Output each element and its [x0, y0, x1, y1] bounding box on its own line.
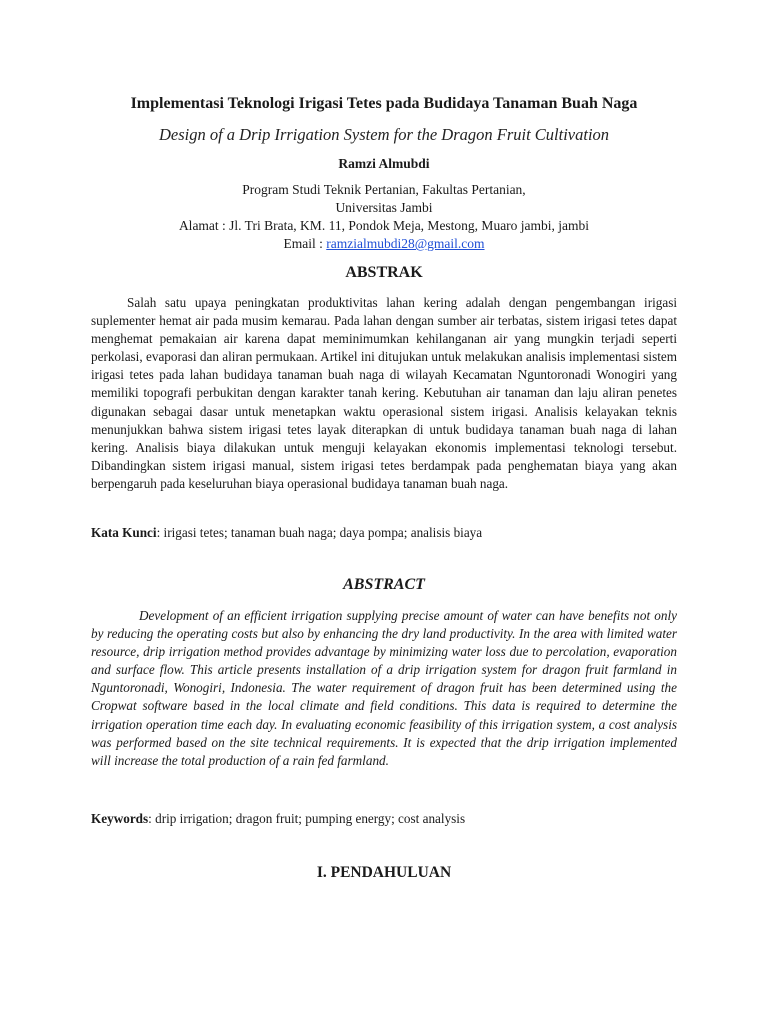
- section-heading-introduction: I. PENDAHULUAN: [316, 864, 452, 881]
- affiliation-block: [0, 181, 768, 253]
- keywords-line: [91, 810, 677, 828]
- email-label: Email :: [283, 236, 327, 251]
- address-line: Alamat : Jl. Tri Brata, KM. 11, Pondok Meja, Mestong, Muaro jambi, jambi: [178, 218, 590, 233]
- kata-kunci-label: Kata Kunci: [91, 525, 157, 540]
- author-name: Ramzi Almubdi: [338, 156, 430, 171]
- keywords-label: Keywords: [91, 811, 149, 826]
- abstract-heading: ABSTRACT: [343, 576, 425, 593]
- paper-subtitle: Design of a Drip Irrigation System for the Dragon Fruit Cultivation: [158, 125, 610, 144]
- abstract-body: Development of an efficient irrigation supplying precise amount of water can have benefits not only by reducing the operating costs but also by enhancing the dry land productivity. In the area with limited water resource, drip irrigation method provides advantage by minimizing water loss due to percolation, evaporation and surface flow. This article presents installation of a drip irrigation system for dragon fruit farmland in Nguntoronadi, Wonogiri, Indonesia. The water requirement of dragon fruit has been determined using the Cropwat software based in the local climate and field conditions. This data is required to determine the irrigation operation time each day. In evaluating economic feasibility of this irrigation system, a cost analysis was performed based on the site technical requirements. It is expected that the drip irrigation implemented will increase the total production of a rain fed farmland.: [91, 608, 677, 768]
- paper-title: Implementasi Teknologi Irigasi Tetes pada Budidaya Tanaman Buah Naga: [130, 95, 638, 112]
- email-link[interactable]: ramzialmubdi28@gmail.com: [326, 236, 485, 251]
- affiliation-line-1: Program Studi Teknik Pertanian, Fakultas Pertanian,: [242, 182, 526, 197]
- kata-kunci-line: [91, 524, 677, 542]
- email-line: [0, 235, 768, 253]
- abstrak-body: Salah satu upaya peningkatan produktivitas lahan kering adalah dengan pengembangan irigasi suplementer hemat air pada musim kemarau. Pada lahan dengan sumber air terbatas, sistem irigasi tetes dapat menghemat pemakaian air karena dapat meminimumkan kehilanganan air yang mungkin terjadi seperti perkolasi, evaporasi dan aliran permukaan. Artikel ini ditujukan untuk melakukan analisis implementasi sistem irigasi tetes pada lahan budidaya tanaman buah naga di wilayah Kecamatan Nguntoronadi Wonogiri yang memiliki topografi perbukitan dengan karakter tanah kering. Kebutuhan air tanaman dan laju aliran penetes digunakan sebagai dasar untuk menetapkan waktu operasional sistem irigasi. Analisis kelayakan teknis menunjukkan bahwa sistem irigasi tetes layak diterapkan di untuk budidaya tanaman buah naga di lahan kering. Analisis biaya dilakukan untuk menguji kelayakan ekonomis implementasi teknologi tersebut. Dibandingkan sistem irigasi manual, sistem irigasi tetes berdampak pada penghematan biaya yang akan berpengaruh pada keseluruhan biaya operasional budidaya tanaman buah naga.: [91, 295, 677, 491]
- affiliation-line-2: Universitas Jambi: [335, 200, 433, 215]
- abstrak-heading: ABSTRAK: [345, 264, 423, 281]
- keywords-values: : drip irrigation; dragon fruit; pumping energy; cost analysis: [148, 811, 466, 826]
- kata-kunci-values: : irigasi tetes; tanaman buah naga; daya pompa; analisis biaya: [156, 525, 483, 540]
